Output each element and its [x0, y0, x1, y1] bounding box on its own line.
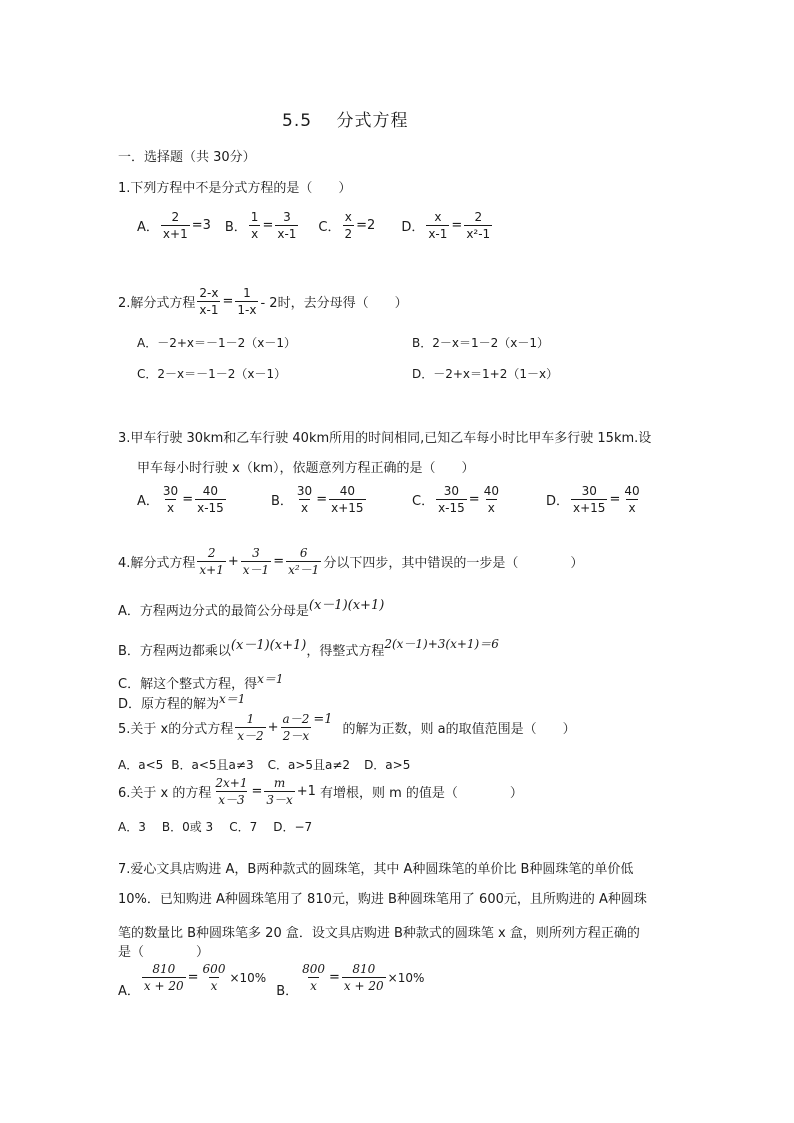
numerator: 800	[302, 962, 326, 976]
numerator: 2-x	[199, 286, 219, 300]
q4-stem	[118, 546, 583, 577]
denominator: x+15	[573, 501, 606, 515]
numerator: 2	[474, 210, 483, 224]
denominator: x	[310, 979, 317, 993]
q4-option-c	[118, 673, 283, 692]
fraction	[161, 484, 180, 515]
q5-option-a: A．a<5	[118, 758, 164, 772]
numerator: 30	[443, 484, 460, 498]
q6-option-c: C．7	[229, 820, 258, 834]
numerator: 1	[246, 712, 255, 726]
denominator: x	[166, 501, 175, 515]
denominator: x－2	[237, 729, 264, 743]
numerator: 2	[171, 210, 180, 224]
denominator: x	[487, 501, 495, 515]
fraction	[195, 484, 226, 515]
option-label: D．	[401, 220, 425, 235]
fraction	[142, 962, 186, 993]
numerator: a－2	[282, 712, 310, 726]
fraction	[622, 484, 641, 515]
plus: +	[227, 554, 239, 569]
q7-stem-line4: 是（ ）	[118, 945, 210, 960]
q2-stem	[118, 286, 408, 317]
option-label: C．	[318, 220, 341, 235]
numerator: 1	[243, 286, 251, 300]
fraction	[197, 286, 220, 317]
stem-text: 有增根，则 m 的值是（ ）	[319, 786, 523, 801]
equation-rest: =3	[191, 218, 211, 233]
equals: =	[451, 218, 463, 233]
equals: =	[187, 970, 199, 985]
numerator: 2	[207, 546, 216, 560]
q3-stem-line2: 甲车每小时行驶 x（km），依题意列方程正确的是（ ）	[137, 461, 475, 476]
denominator: x²－1	[288, 563, 320, 577]
q1-option-d	[401, 210, 494, 241]
numerator: 3	[283, 210, 291, 224]
q4-option-d	[118, 693, 245, 712]
equals: =	[251, 784, 263, 799]
denominator: x-1	[199, 303, 219, 317]
stem-text: 分以下四步，其中错误的一步是（ ）	[323, 556, 584, 571]
numerator: 2x+1	[215, 776, 248, 790]
q1-option-c	[318, 210, 375, 241]
fraction	[264, 776, 294, 807]
option-label: A．	[137, 220, 159, 235]
denominator: x－1	[242, 563, 270, 577]
numerator: 3	[252, 546, 260, 560]
fraction	[436, 484, 467, 515]
option-text: D．原方程的解为	[118, 697, 220, 712]
option-label: A．	[137, 494, 159, 509]
q1-stem: 1.下列方程中不是分式方程的是（ ）	[118, 181, 352, 196]
fraction	[249, 210, 261, 241]
q7-stem-line2: 10%．已知购进 A种圆珠笔用了 810元，购进 B种圆珠笔用了 600元，且所购进的 A种圆珠	[118, 892, 647, 907]
option-label: B．	[224, 220, 247, 235]
math-expression: x＝1	[257, 672, 284, 686]
denominator: 3－x	[266, 793, 293, 807]
denominator: 1-x	[237, 303, 257, 317]
fraction	[235, 286, 258, 317]
q5-option-b: B．a<5且a≠3	[171, 758, 254, 772]
stem-text: 5.关于 x的分式方程	[118, 722, 234, 737]
numerator: x	[434, 210, 442, 224]
equals: =	[222, 294, 234, 309]
option-text: ，得整式方程	[306, 644, 385, 659]
fraction	[300, 962, 327, 993]
q1-option-b	[225, 210, 301, 241]
option-label: A．	[118, 984, 140, 999]
numerator: x	[344, 210, 352, 224]
equation-rest: =2	[356, 218, 376, 233]
denominator: x	[628, 501, 636, 515]
numerator: m	[273, 776, 286, 790]
equation-rest: ×10%	[229, 970, 267, 985]
numerator: 30	[162, 484, 179, 498]
q2-option-a: A．－2+x＝－1－2（x－1）	[137, 336, 297, 350]
option-text: B．方程两边都乘以	[118, 644, 231, 659]
fraction	[241, 546, 271, 577]
q4-option-a	[118, 600, 384, 619]
numerator: 810	[352, 962, 376, 976]
numerator: 30	[296, 484, 313, 498]
denominator: 2	[344, 227, 353, 241]
equals: =	[262, 218, 274, 233]
option-label: D．	[546, 494, 570, 509]
option-label: C．	[412, 494, 435, 509]
stem-text: - 2时，去分母得（ ）	[260, 296, 408, 311]
q1-option-a	[137, 210, 211, 241]
denominator: x+1	[199, 563, 224, 577]
fraction	[201, 962, 228, 993]
denominator: x	[301, 501, 309, 515]
q6-option-d: D．−7	[273, 820, 313, 834]
stem-text: 4.解分式方程	[118, 556, 196, 571]
q3-option-b	[271, 484, 368, 515]
numerator: 810	[152, 962, 176, 976]
numerator: 40	[339, 484, 355, 498]
fraction	[286, 546, 321, 577]
stem-text: 2.解分式方程	[118, 296, 196, 311]
q1-options	[137, 210, 494, 241]
fraction	[235, 712, 265, 743]
numerator: 600	[202, 962, 226, 976]
equals: =1	[313, 712, 333, 727]
fraction	[464, 210, 492, 241]
numerator: 6	[299, 546, 308, 560]
equation-rest: ×10%	[387, 970, 425, 985]
numerator: 40	[202, 484, 219, 498]
numerator: 30	[581, 484, 597, 498]
fraction	[426, 210, 449, 241]
math-expression: x＝1	[219, 692, 246, 706]
equation-rest: +1	[296, 784, 316, 799]
denominator: x	[251, 227, 259, 241]
section-header: 一．选择题（共 30分）	[118, 150, 256, 165]
denominator: 2－x	[282, 729, 310, 743]
equals: =	[182, 492, 194, 507]
fraction	[482, 484, 501, 515]
fraction	[571, 484, 607, 515]
option-text: C．解这个整式方程，得	[118, 677, 258, 692]
plus: +	[267, 720, 279, 735]
denominator: x	[210, 979, 218, 993]
q7-options	[118, 962, 425, 999]
denominator: x－3	[218, 793, 245, 807]
equals: =	[316, 492, 328, 507]
fraction	[342, 962, 386, 993]
option-text: A．方程两边分式的最简公分母是	[118, 604, 309, 619]
math-expression: (x－1)(x+1)	[308, 598, 385, 613]
fraction	[213, 776, 249, 807]
q4-option-b	[118, 637, 499, 659]
equals: =	[468, 492, 480, 507]
q5-option-c: C．a>5且a≠2	[267, 758, 351, 772]
numerator: 40	[624, 484, 640, 498]
denominator: x-1	[277, 227, 297, 241]
denominator: x-15	[438, 501, 465, 515]
numerator: 40	[483, 484, 499, 498]
q7-option-a	[118, 962, 267, 999]
fraction	[197, 546, 225, 577]
q3-option-c	[412, 484, 503, 515]
fraction	[161, 210, 190, 241]
denominator: x-1	[428, 227, 448, 241]
q2-option-c: C．2－x＝－1－2（x－1）	[137, 367, 287, 381]
fraction	[295, 484, 314, 515]
q3-stem-line1: 3.甲车行驶 30km和乙车行驶 40km所用的时间相同,已知乙车每小时比甲车多行驶 15km.设	[118, 431, 652, 446]
fraction	[281, 712, 312, 743]
fraction	[275, 210, 298, 241]
fraction	[329, 484, 365, 515]
q2-option-d: D．－2+x＝1+2（1－x）	[412, 367, 559, 381]
stem-text: 的解为正数，则 a的取值范围是（ ）	[342, 722, 576, 737]
denominator: x + 20	[343, 979, 384, 993]
q6-option-b: B．0或 3	[161, 820, 214, 834]
equals: =	[329, 970, 340, 985]
equals: =	[609, 492, 621, 507]
q6-options	[118, 818, 312, 835]
q6-stem	[118, 776, 523, 807]
stem-text: 6.关于 x 的方程	[118, 786, 212, 801]
denominator: x+1	[162, 227, 188, 241]
page-title: 5.5 分式方程	[282, 111, 409, 131]
equals: =	[273, 554, 285, 569]
q7-stem-line3: 笔的数量比 B种圆珠笔多 20 盒．设文具店购进 B种款式的圆珠笔 x 盒，则所列方程正确的	[118, 926, 640, 941]
option-label: B．	[276, 984, 299, 999]
math-expression: 2(x－1)+3(x+1)＝6	[384, 637, 499, 651]
q7-stem-line1: 7.爱心文具店购进 A，B两种款式的圆珠笔，其中 A种圆珠笔的单价比 B种圆珠笔的单价低	[118, 862, 634, 877]
q5-options	[118, 756, 410, 773]
denominator: x + 20	[143, 979, 184, 993]
denominator: x-15	[197, 501, 224, 515]
q5-stem	[118, 712, 576, 743]
q2-option-b: B．2－x＝1－2（x－1）	[412, 336, 549, 350]
q7-option-b	[276, 962, 425, 999]
q6-option-a: A．3	[118, 820, 146, 834]
option-label: B．	[271, 494, 293, 509]
fraction	[343, 210, 355, 241]
q3-option-d	[546, 484, 644, 515]
numerator: 1	[250, 210, 259, 224]
denominator: x+15	[331, 501, 364, 515]
denominator: x²-1	[466, 227, 491, 241]
q5-option-d: D．a>5	[364, 758, 411, 772]
q3-option-a	[137, 484, 228, 515]
math-expression: (x－1)(x+1)	[230, 638, 307, 653]
